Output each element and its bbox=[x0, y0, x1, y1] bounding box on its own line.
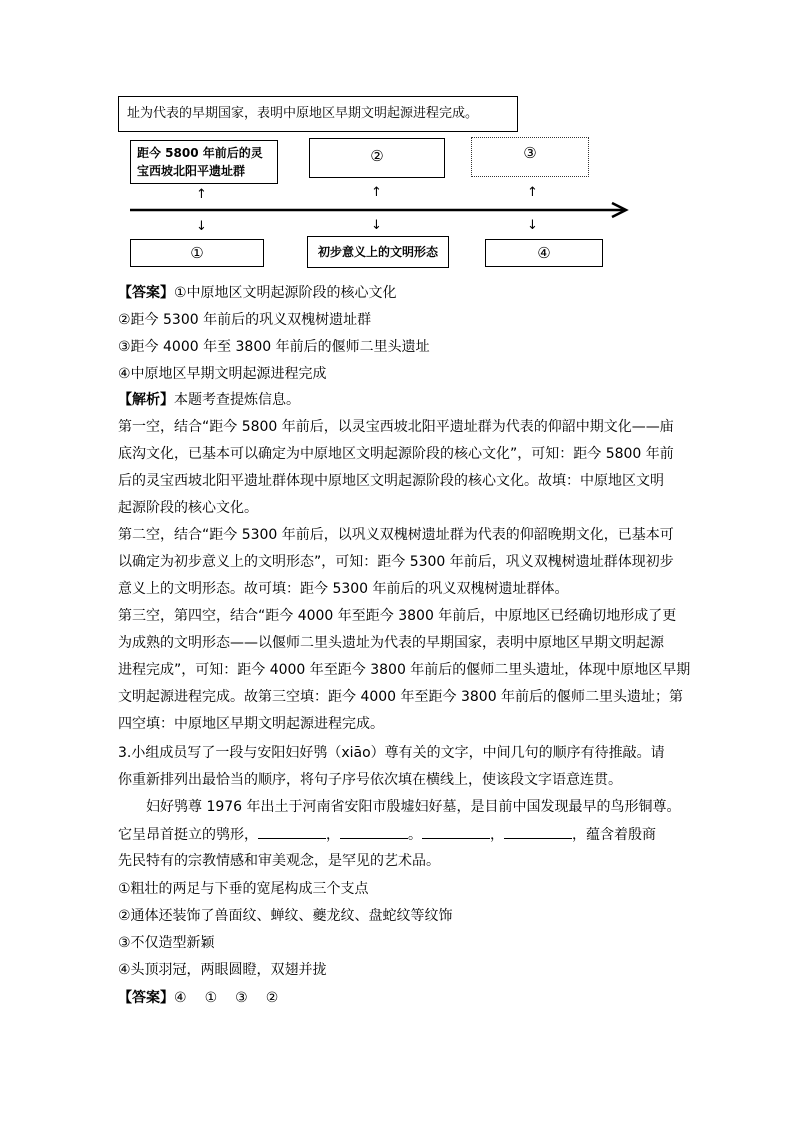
analysis-intro: 本题考查提炼信息。 bbox=[174, 392, 300, 408]
punctuation: ， bbox=[490, 827, 504, 843]
box-lingbao-line1: 距今 5800 年前后的灵 bbox=[137, 146, 263, 160]
arrow-down-icon: ↓ bbox=[196, 219, 207, 234]
box-lingbao-line2: 宝西坡北阳平遗址群 bbox=[137, 164, 246, 178]
option-item: ③不仅造型新颖 bbox=[118, 935, 215, 951]
analysis-text: 底沟文化，已基本可以确定为中原地区文明起源阶段的核心文化”，可知：距今 5800 年前 bbox=[118, 446, 674, 462]
answer-blank-3[interactable] bbox=[422, 824, 490, 839]
answer-item: ①中原地区文明起源阶段的核心文化 bbox=[174, 285, 397, 301]
box-lingbao bbox=[130, 140, 278, 184]
analysis-text: 后的灵宝西坡北阳平遗址群体现中原地区文明起源阶段的核心文化。故填：中原地区文明 bbox=[118, 473, 664, 489]
analysis-line bbox=[118, 390, 300, 410]
answer-label: 【答案】 bbox=[118, 990, 174, 1006]
analysis-text: 四空填：中原地区早期文明起源进程完成。 bbox=[118, 716, 384, 732]
analysis-text: 意义上的文明形态。故可填：距今 5300 年前后的巩义双槐树遗址群体。 bbox=[118, 581, 569, 597]
punctuation: ， bbox=[326, 827, 340, 843]
arrow-up-icon: ↑ bbox=[371, 185, 382, 200]
analysis-label: 【解析】 bbox=[118, 392, 174, 408]
answer-blank-1[interactable] bbox=[258, 824, 326, 839]
answer-blank-2[interactable] bbox=[340, 824, 408, 839]
arrow-down-icon: ↓ bbox=[527, 218, 538, 233]
answer-choice: ① bbox=[204, 990, 218, 1006]
analysis-text: 第一空，结合“距今 5800 年前后，以灵宝西坡北阳平遗址群为代表的仰韶中期文化——庙 bbox=[118, 419, 674, 435]
arrow-up-icon: ↑ bbox=[527, 185, 538, 200]
answer-blank-4[interactable] bbox=[504, 824, 572, 839]
option-item: ②通体还装饰了兽面纹、蝉纹、夔龙纹、盘蛇纹等纹饰 bbox=[118, 908, 453, 924]
analysis-text: 进程完成”，可知：距今 4000 年至距今 3800 年前后的偃师二里头遗址，体现中原地区早期 bbox=[118, 662, 691, 678]
answer-choice: ③ bbox=[235, 990, 248, 1006]
analysis-text: 起源阶段的核心文化。 bbox=[118, 500, 258, 516]
box-blank-4: ④ bbox=[485, 239, 603, 267]
analysis-text: 以确定为初步意义上的文明形态”，可知：距今 5300 年前后，巩义双槐树遗址群体现初步 bbox=[118, 554, 674, 570]
box-blank-3: ③ bbox=[471, 137, 589, 177]
answer-choice: ② bbox=[265, 990, 279, 1006]
answer-item: ④中原地区早期文明起源进程完成 bbox=[118, 366, 327, 382]
arrow-up-icon: ↑ bbox=[196, 187, 207, 202]
answer-choice: ④ bbox=[174, 990, 187, 1006]
punctuation: 。 bbox=[408, 827, 422, 843]
answer-item: ②距今 5300 年前后的巩义双槐树遗址群 bbox=[118, 312, 372, 328]
answer-label: 【答案】 bbox=[118, 285, 174, 301]
passage-text: 它呈昂首挺立的鸮形， bbox=[118, 827, 258, 843]
question-text: 你重新排列出最恰当的顺序，将句子序号依次填在横线上，使该段文字语意连贯。 bbox=[118, 772, 622, 788]
analysis-text: 文明起源进程完成。故第三空填：距今 4000 年至距今 3800 年前后的偃师二里头遗址；第 bbox=[118, 689, 684, 705]
passage-text: ，蕴含着殷商 bbox=[572, 827, 656, 843]
box-blank-2: ② bbox=[309, 138, 445, 178]
answer-item: ③距今 4000 年至 3800 年前后的偃师二里头遗址 bbox=[118, 339, 430, 355]
diagram-top-note: 址为代表的早期国家，表明中原地区早期文明起源进程完成。 bbox=[118, 96, 518, 132]
option-item: ④头顶羽冠，两眼圆瞪，双翅并拢 bbox=[118, 962, 327, 978]
analysis-text: 第三空，第四空，结合“距今 4000 年至距今 3800 年前后，中原地区已经确切地形成了更 bbox=[118, 608, 677, 624]
passage-line-with-blanks bbox=[118, 824, 656, 845]
analysis-text: 第二空，结合“距今 5300 年前后，以巩义双槐树遗址群为代表的仰韶晚期文化，已基本可 bbox=[118, 527, 674, 543]
arrow-down-icon: ↓ bbox=[371, 218, 382, 233]
final-answer-line bbox=[118, 988, 278, 1008]
analysis-text: 为成熟的文明形态——以偃师二里头遗址为代表的早期国家，表明中原地区早期文明起源 bbox=[118, 635, 664, 651]
passage-text: 先民特有的宗教情感和审美观念，是罕见的艺术品。 bbox=[118, 853, 440, 869]
option-item: ①粗壮的两足与下垂的宽尾构成三个支点 bbox=[118, 881, 369, 897]
answer-line bbox=[118, 283, 397, 303]
question-text: 3.小组成员写了一段与安阳妇好鸮（xiāo）尊有关的文字，中间几句的顺序有待推敲。请 bbox=[118, 745, 665, 761]
passage-text: 妇好鸮尊 1976 年出土于河南省安阳市殷墟妇好墓，是目前中国发现最早的鸟形铜尊。 bbox=[146, 799, 681, 815]
box-initial-civilization: 初步意义上的文明形态 bbox=[307, 236, 449, 268]
box-blank-1: ① bbox=[130, 239, 264, 267]
